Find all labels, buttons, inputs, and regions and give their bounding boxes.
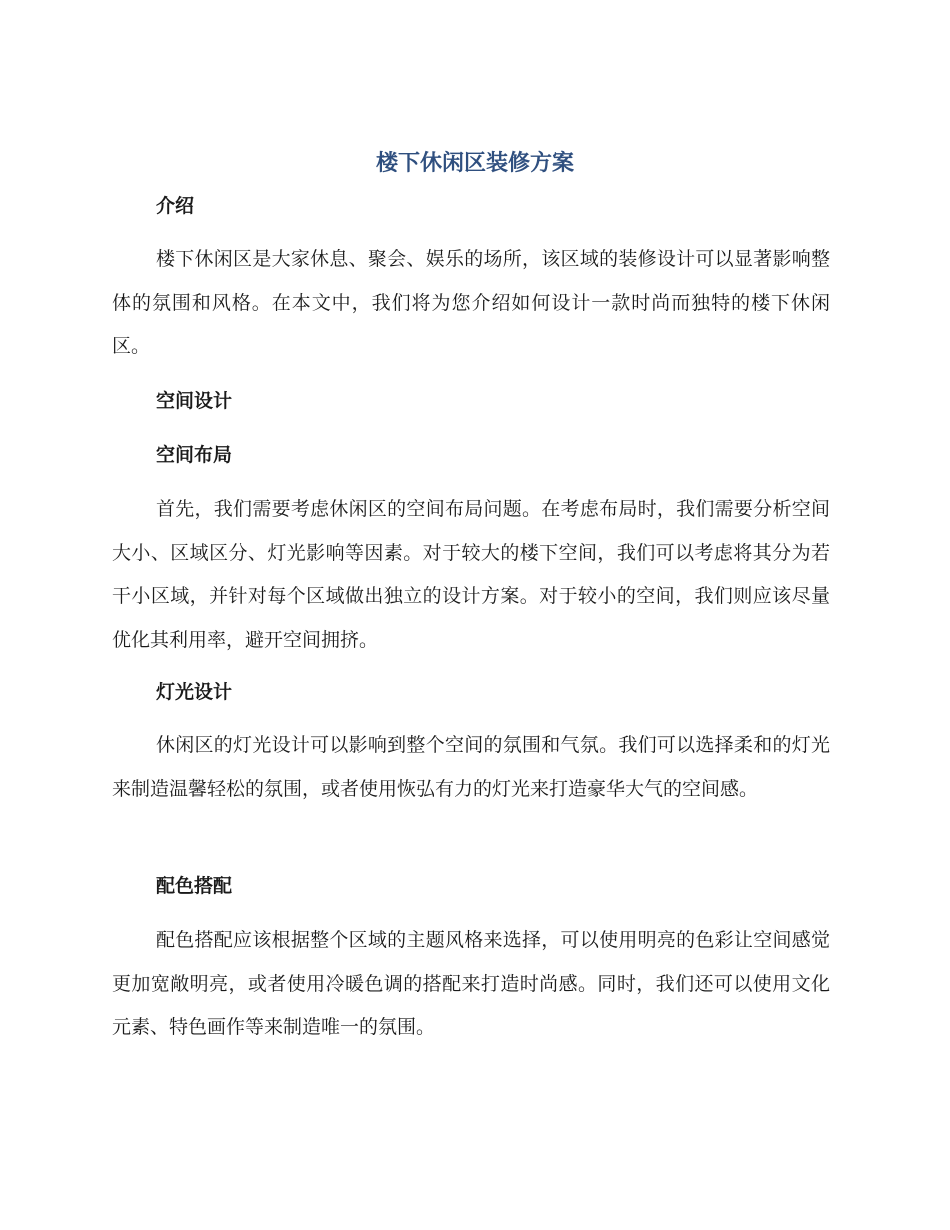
- section-heading-space-design: 空间设计: [156, 390, 233, 412]
- section-paragraph-space-layout: 首先，我们需要考虑休闲区的空间布局问题。在考虑布局时，我们需要分析空间大小、区域区分、灯光影响等因素。对于较大的楼下空间，我们可以考虑将其分为若干小区域，并针对每个区域做出独立的设计方案。对于较小的空间，我们则应该尽量优化其利用率，避开空间拥挤。: [112, 498, 830, 651]
- section-paragraph-intro: 楼下休闲区是大家休息、聚会、娱乐的场所，该区域的装修设计可以显著影响整体的氛围和风格。在本文中，我们将为您介绍如何设计一款时尚而独特的楼下休闲区。: [112, 248, 830, 357]
- section-paragraph-color-scheme: 配色搭配应该根据整个区域的主题风格来选择，可以使用明亮的色彩让空间感觉更加宽敞明亮，或者使用冷暖色调的搭配来打造时尚感。同时，我们还可以使用文化元素、特色画作等来制造唯一的氛围。: [112, 929, 830, 1038]
- document-title: 楼下休闲区装修方案: [375, 151, 574, 176]
- section-paragraph-lighting: 休闲区的灯光设计可以影响到整个空间的氛围和气氛。我们可以选择柔和的灯光来制造温馨轻松的氛围，或者使用恢弘有力的灯光来打造豪华大气的空间感。: [112, 734, 830, 800]
- section-heading-color-scheme: 配色搭配: [156, 875, 233, 897]
- section-heading-space-layout: 空间布局: [156, 444, 233, 466]
- section-heading-intro: 介绍: [156, 195, 195, 217]
- section-heading-lighting: 灯光设计: [156, 681, 233, 703]
